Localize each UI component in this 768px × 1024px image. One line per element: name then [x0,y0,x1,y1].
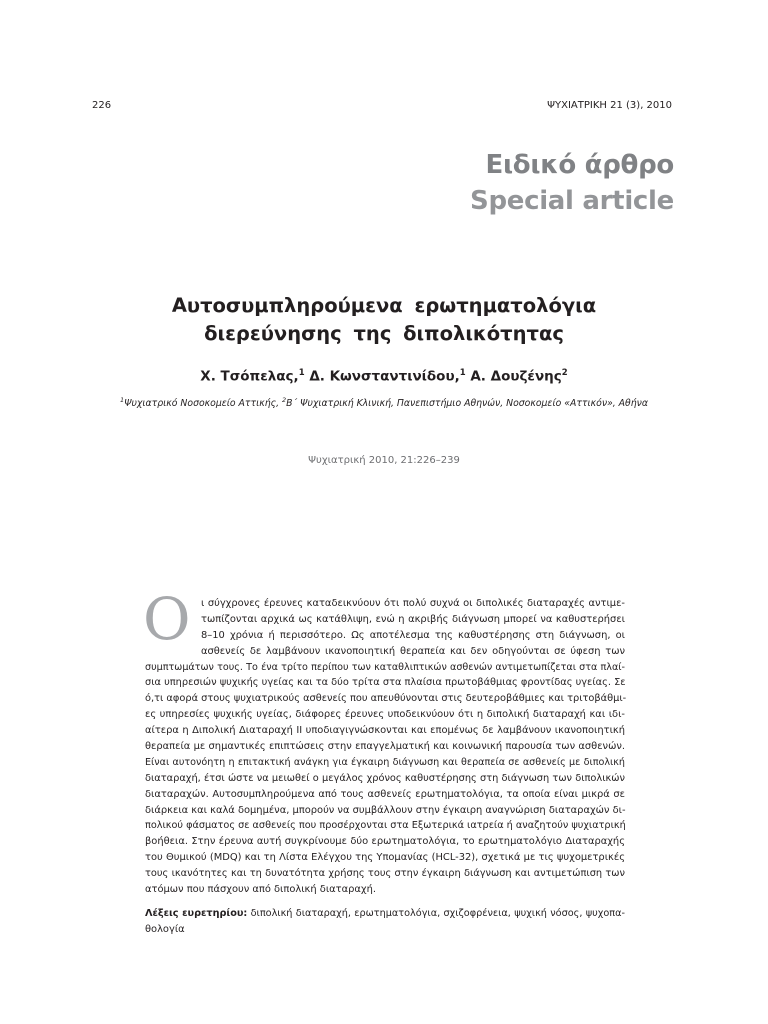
abstract-line: διάρκεια και καλά δομημένα, μπορούν να συμβάλλουν στην έγκαιρη αναγνώριση διαταραχών δι- [145,804,626,816]
abstract-line: αίτερα η Διπολική Διαταραχή ΙΙ υποδιαγιγνώσκονται και επομένως δε λαμβάνουν ικανοποιητική [145,725,625,737]
author-affiliation-mark: 2 [561,368,568,378]
abstract-line: ες υπηρεσίες ψυχικής υγείας, διάφορες έρευνες υποδεικνύουν ότι η διπολική διαταραχή και ιδι- [145,709,625,721]
page-number: 226 [92,100,112,111]
abstract-line: θεραπεία με σημαντικές επιπτώσεις στην επαγγελματική και κοινωνική παρουσία των ασθενών. [145,741,625,753]
author-affiliation-mark: 1 [459,368,466,378]
author-affiliation-mark: 1 [298,368,305,378]
section-label-greek: Ειδικό άρθρο [485,150,674,180]
abstract-line: τωπίζονται αρχικά ως κατάθλιψη, ενώ η ακριβής διάγνωση μπορεί να καθυστερήσει [201,613,625,625]
abstract [143,585,627,938]
journal-reference: ΨΥΧΙΑΤΡΙΚΗ 21 (3), 2010 [547,100,672,111]
abstract-line: ι σύγχρονες έρευνες καταδεικνύουν ότι πολύ συχνά οι διπολικές διαταραχές αντιμε- [201,598,625,609]
author-list [0,368,768,385]
abstract-line: διαταραχή, έτσι ώστε να μειωθεί ο μεγάλος χρόνος καθυστέρησης στη διάγνωση των διπολικών [145,772,625,784]
abstract-line: ατόμων που πάσχουν από διπολική διαταραχή. [145,884,377,896]
keywords-line [145,906,625,922]
abstract-line: πολικού φάσματος σε ασθενείς που προσέρχονται στα Εξωτερικά ιατρεία ή αναζητούν ψυχιατρική [145,820,626,832]
keywords [145,906,625,938]
abstract-body [143,585,627,898]
article-title-line-1: Αυτοσυμπληρούμενα ερωτηματολόγια [171,294,597,317]
keywords-label: Λέξεις ευρετηρίου: [145,907,248,919]
keywords-text: διπολική διαταραχή, ερωτηματολόγια, σχιζοφρένεια, ψυχική νόσος, ψυχοπα- [247,907,625,919]
abstract-line: σια υπηρεσιών ψυχικής υγείας και τα δύο τρίτα στα πλαίσια πρωτοβάθμιας φροντίδας υγείας. Σε [145,677,626,689]
affiliation-text: Ψυχιατρικό Νοσοκομείο Αττικής, [124,398,282,410]
citation: Ψυχιατρική 2010, 21:226–239 [308,455,460,466]
drop-cap: Ο [143,585,191,653]
abstract-line: ασθενείς δε λαμβάνουν ικανοποιητική θεραπεία και δεν οδηγούνται σε ύφεση των [201,645,625,657]
author-name: Χ. Τσόπελας, [200,368,299,385]
affiliation-mark: 2 [282,396,287,404]
author-name: Α. Δουζένης [470,368,562,385]
keywords-line: θολογία [145,923,185,935]
affiliations [0,396,768,409]
author-name: Δ. Κωνσταντινίδου, [309,368,460,385]
abstract-line: τους ικανότητες και τη δυνατότητα χρήσης τους στην έγκαιρη διάγνωση και αντιμετώπιση των [145,868,625,880]
abstract-line: 8–10 χρόνια ή περισσότερο. Ως αποτέλεσμα της καθυστέρησης στη διάγνωση, οι [201,629,625,641]
abstract-line: του Θυμικού (MDQ) και τη Λίστα Ελέγχου της Υπομανίας (HCL-32), σχετικά με τις ψυχομετρικές [145,852,625,864]
abstract-line: βοήθεια. Στην έρευνα αυτή συγκρίνουμε δύο ερωτηματολόγια, το ερωτηματολόγιο Διαταραχής [145,836,625,848]
affiliation-text: Β΄ Ψυχιατρική Κλινική, Πανεπιστήμιο Αθηνών, Νοσοκομείο «Αττικόν», Αθήνα [286,398,648,410]
abstract-line: διαταραχών. Αυτοσυμπληρούμενα από τους ασθενείς ερωτηματολόγια, τα οποία είναι μικρά σε [145,788,625,800]
abstract-line: Είναι αυτονόητη η επιτακτική ανάγκη για έγκαιρη διάγνωση και θεραπεία σε ασθενείς με διπολική [145,756,625,768]
abstract-line: ό,τι αφορά στους ψυχιατρικούς ασθενείς που απευθύνονται στις δευτεροβάθμιες και τριτοβάθμι- [145,693,627,705]
article-title [0,292,768,348]
affiliation-mark: 1 [120,396,125,404]
section-label-english: Special article [470,186,674,216]
article-title-line-2: διερεύνησης της διπολικότητας [204,322,564,345]
abstract-line: συμπτωμάτων τους. Το ένα τρίτο περίπου των καταθλιπτικών ασθενών αντιμετωπίζεται στα πλαί- [145,661,625,673]
